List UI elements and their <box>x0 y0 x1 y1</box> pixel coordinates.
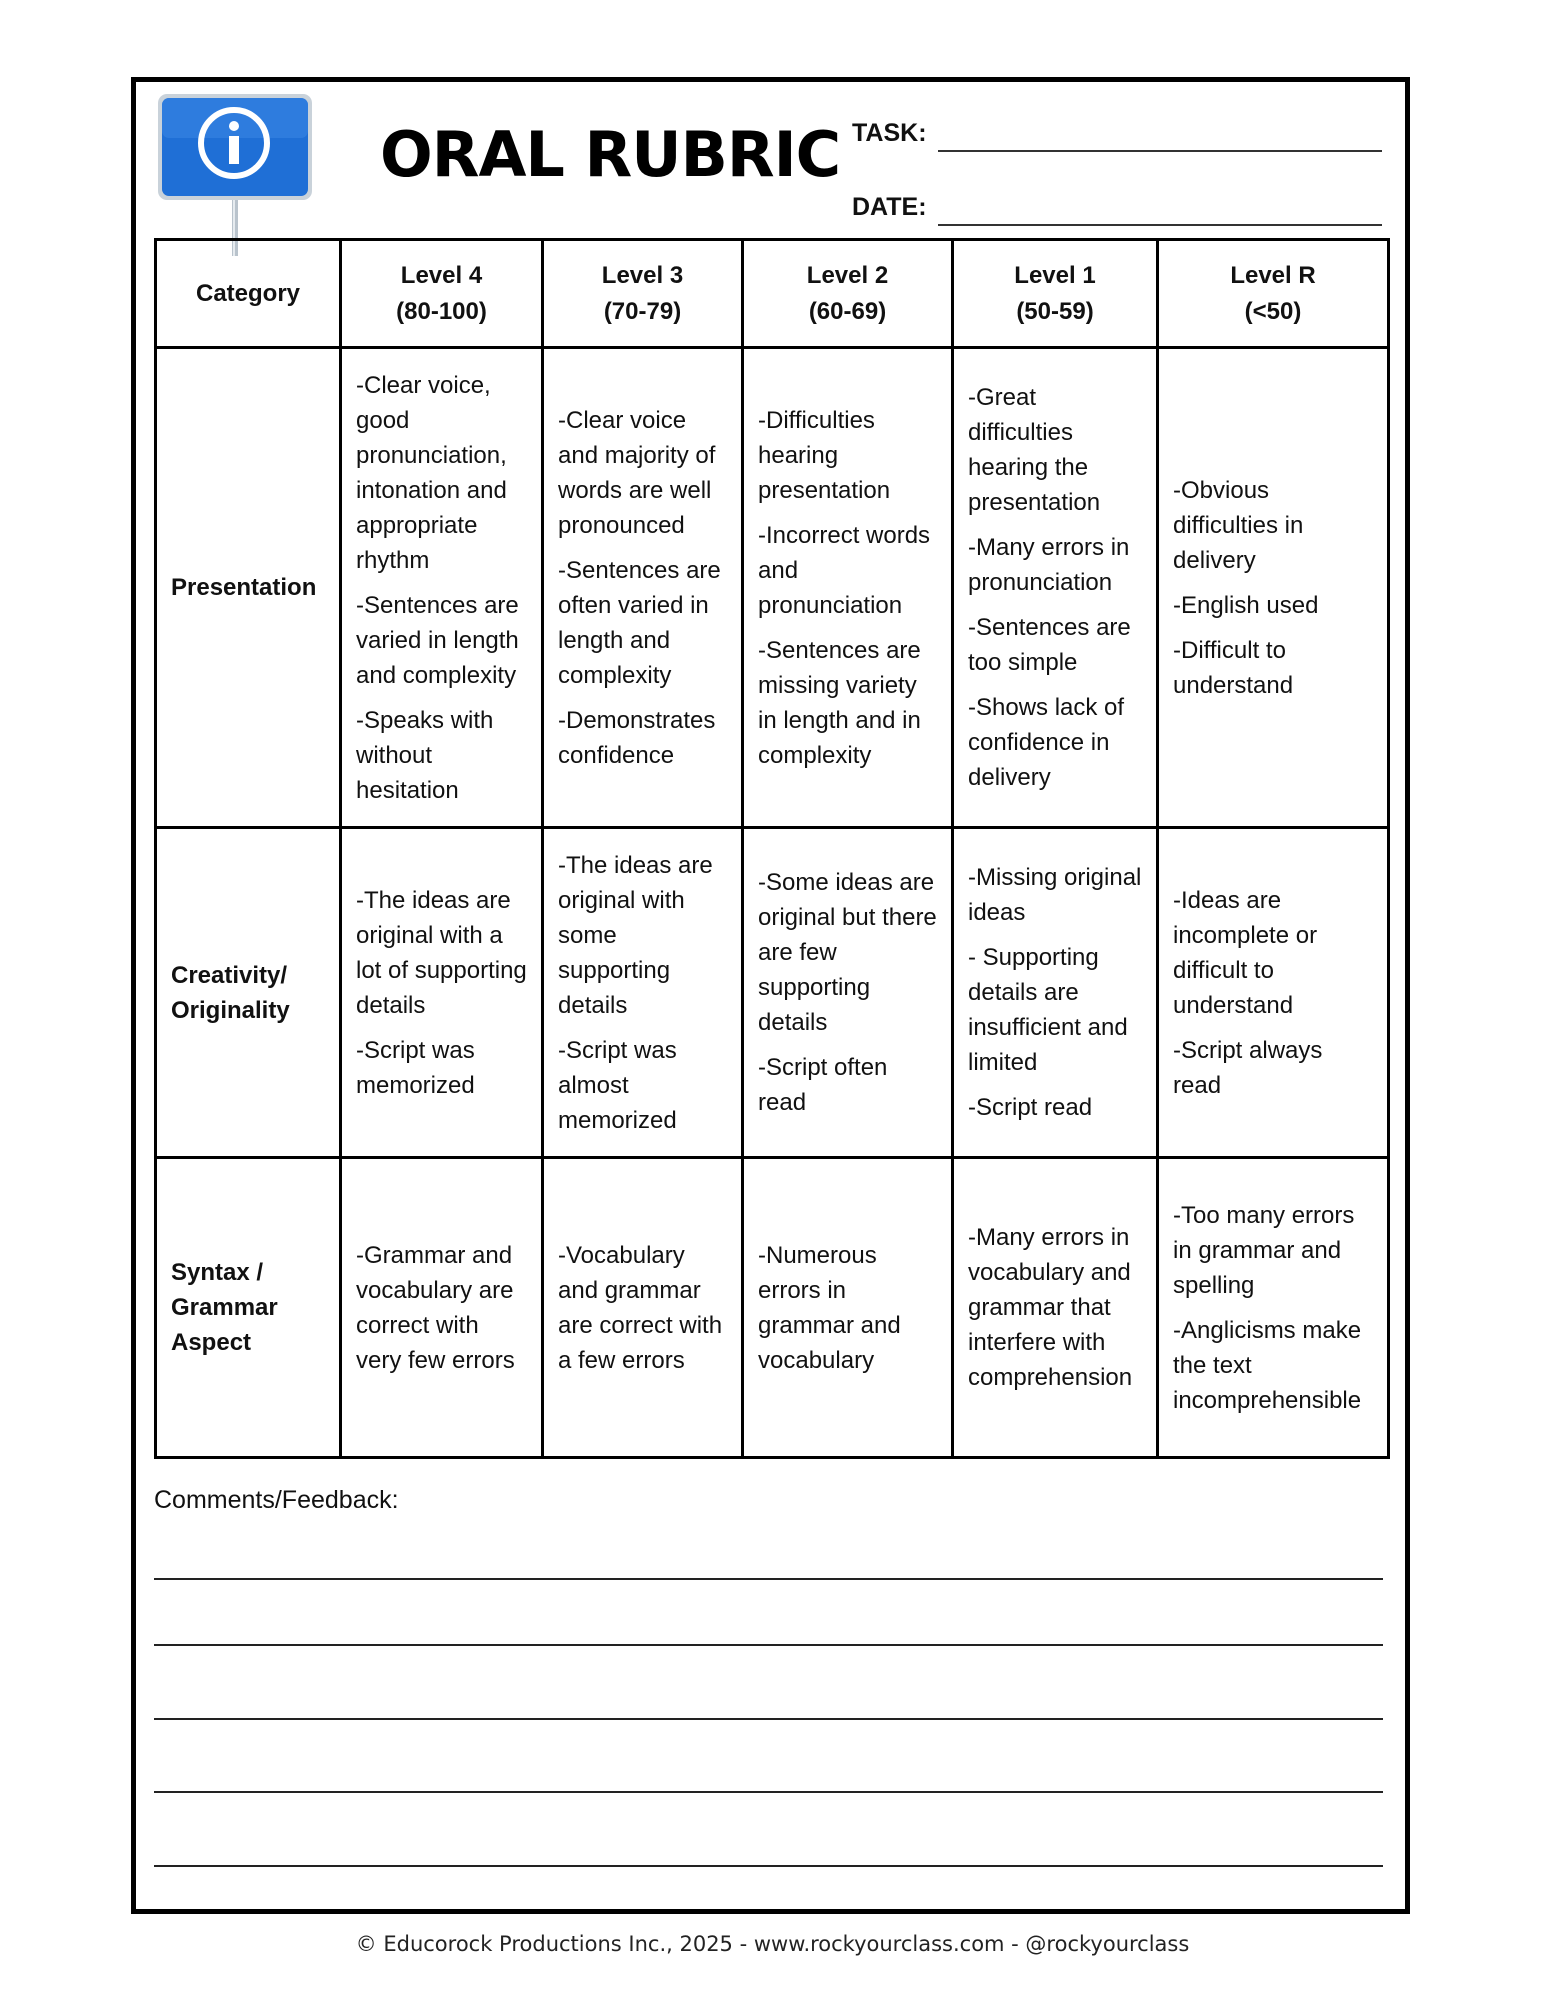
criterion: -Difficult to understand <box>1173 636 1294 699</box>
criterion: -Script was memorized <box>356 1036 475 1099</box>
header-category-label: Category <box>195 279 301 307</box>
criterion: -Missing original ideas <box>968 864 1142 926</box>
category-presentation <box>156 348 341 828</box>
footer-copyright: © Educorock Productions Inc., 2025 - www.rockyourclass.com - @rockyourclass <box>355 1932 1190 1956</box>
row-creativity <box>156 828 1389 1158</box>
cell-syntax-level-2 <box>743 1158 953 1458</box>
cell-syntax-level-r <box>1158 1158 1389 1458</box>
criterion: - Supporting details are insufficient and limited <box>968 944 1128 1076</box>
criterion: -Clear voice and majority of words are well pronounced <box>558 406 716 539</box>
criterion: -Difficulties hearing presentation <box>758 406 891 504</box>
criterion: -Demonstrates confidence <box>558 706 716 769</box>
criterion: -Great difficulties hearing the presentation <box>968 384 1101 516</box>
page-title: ORAL RUBRIC <box>380 118 841 191</box>
criterion: -Incorrect words and pronunciation <box>758 521 931 619</box>
criterion: -Script read <box>968 1094 1093 1121</box>
criterion: -English used <box>1173 591 1319 619</box>
header-level-r-range: (<50) <box>1244 297 1302 325</box>
criterion: -Many errors in vocabulary and grammar that interfere with comprehension <box>968 1224 1133 1391</box>
cell-syntax-level-3 <box>543 1158 743 1458</box>
criterion: -Many errors in pronunciation <box>968 534 1130 596</box>
cell-creativity-level-3 <box>543 828 743 1158</box>
header-level-4-range: (80-100) <box>396 297 487 325</box>
cell-presentation-level-4 <box>341 348 543 828</box>
category-syntax <box>156 1158 341 1458</box>
category-label: Creativity/ <box>171 961 288 989</box>
date-label: DATE: <box>852 193 927 221</box>
cell-creativity-level-4 <box>341 828 543 1158</box>
cell-syntax-level-1 <box>953 1158 1158 1458</box>
category-label: Presentation <box>171 574 317 601</box>
criterion: -The ideas are original with a lot of supporting details <box>356 886 527 1019</box>
criterion: -Shows lack of confidence in delivery <box>968 694 1125 791</box>
comment-line-2[interactable] <box>154 1644 1383 1646</box>
info-sign-icon <box>156 88 316 258</box>
header-row <box>156 240 1389 348</box>
criterion: -Speaks with without hesitation <box>356 706 494 804</box>
criterion: -Obvious difficulties in delivery <box>1173 476 1304 574</box>
criterion: -Anglicisms make the text incomprehensible <box>1173 1316 1362 1414</box>
cell-creativity-level-r <box>1158 828 1389 1158</box>
criterion: -Script was almost memorized <box>558 1036 677 1134</box>
criterion: -The ideas are original with some supporting details <box>558 851 713 1019</box>
cell-creativity-level-1 <box>953 828 1158 1158</box>
header-level-2-range: (60-69) <box>808 297 887 325</box>
criterion: -Grammar and vocabulary are correct with very few errors <box>356 1241 515 1374</box>
header-level-r-name: Level R <box>1230 261 1316 289</box>
header-level-2 <box>743 240 953 348</box>
category-label: Syntax / <box>171 1259 264 1286</box>
cell-presentation-level-2 <box>743 348 953 828</box>
date-field[interactable] <box>852 186 1382 226</box>
cell-presentation-level-r <box>1158 348 1389 828</box>
cell-presentation-level-1 <box>953 348 1158 828</box>
task-field[interactable] <box>852 112 1382 152</box>
header-level-1-range: (50-59) <box>1016 297 1094 325</box>
row-syntax <box>156 1158 1389 1458</box>
criterion: -Sentences are varied in length and complexity <box>356 591 519 689</box>
criterion: -Too many errors in grammar and spelling <box>1173 1201 1355 1299</box>
category-creativity <box>156 828 341 1158</box>
cell-creativity-level-2 <box>743 828 953 1158</box>
header-level-3 <box>543 240 743 348</box>
row-presentation <box>156 348 1389 828</box>
category-label: Grammar <box>171 1294 278 1321</box>
task-line[interactable] <box>938 150 1382 152</box>
category-label: Originality <box>171 996 290 1024</box>
category-label: Aspect <box>171 1329 252 1356</box>
header-category <box>156 240 341 348</box>
criterion: -Vocabulary and grammar are correct with a few errors <box>558 1241 723 1374</box>
header-level-3-range: (70-79) <box>603 297 682 325</box>
criterion: -Script often read <box>758 1054 888 1116</box>
comment-line-3[interactable] <box>154 1718 1383 1720</box>
header-level-4 <box>341 240 543 348</box>
task-label: TASK: <box>852 119 927 147</box>
comment-line-1[interactable] <box>154 1578 1383 1580</box>
header-level-3-name: Level 3 <box>601 261 684 289</box>
comments-label: Comments/Feedback: <box>154 1486 399 1514</box>
rubric-table <box>154 238 1390 1459</box>
cell-syntax-level-4 <box>341 1158 543 1458</box>
criterion: -Ideas are incomplete or difficult to understand <box>1173 886 1318 1019</box>
criterion: -Some ideas are original but there are few supporting details <box>758 869 937 1036</box>
criterion: -Sentences are too simple <box>968 614 1131 676</box>
comment-line-5[interactable] <box>154 1865 1383 1867</box>
criterion: -Script always read <box>1173 1036 1323 1099</box>
criterion: -Numerous errors in grammar and vocabulary <box>758 1241 901 1374</box>
criterion: -Sentences are often varied in length and complexity <box>558 556 721 689</box>
header-level-1-name: Level 1 <box>1014 261 1096 289</box>
header-level-1 <box>953 240 1158 348</box>
criterion: -Clear voice, good pronunciation, intonation and appropriate rhythm <box>356 371 507 574</box>
date-line[interactable] <box>938 224 1382 226</box>
header-level-r <box>1158 240 1389 348</box>
criterion: -Sentences are missing variety in length and in complexity <box>758 636 921 769</box>
comment-line-4[interactable] <box>154 1791 1383 1793</box>
header-level-4-name: Level 4 <box>400 261 483 289</box>
header-level-2-name: Level 2 <box>806 261 889 289</box>
cell-presentation-level-3 <box>543 348 743 828</box>
